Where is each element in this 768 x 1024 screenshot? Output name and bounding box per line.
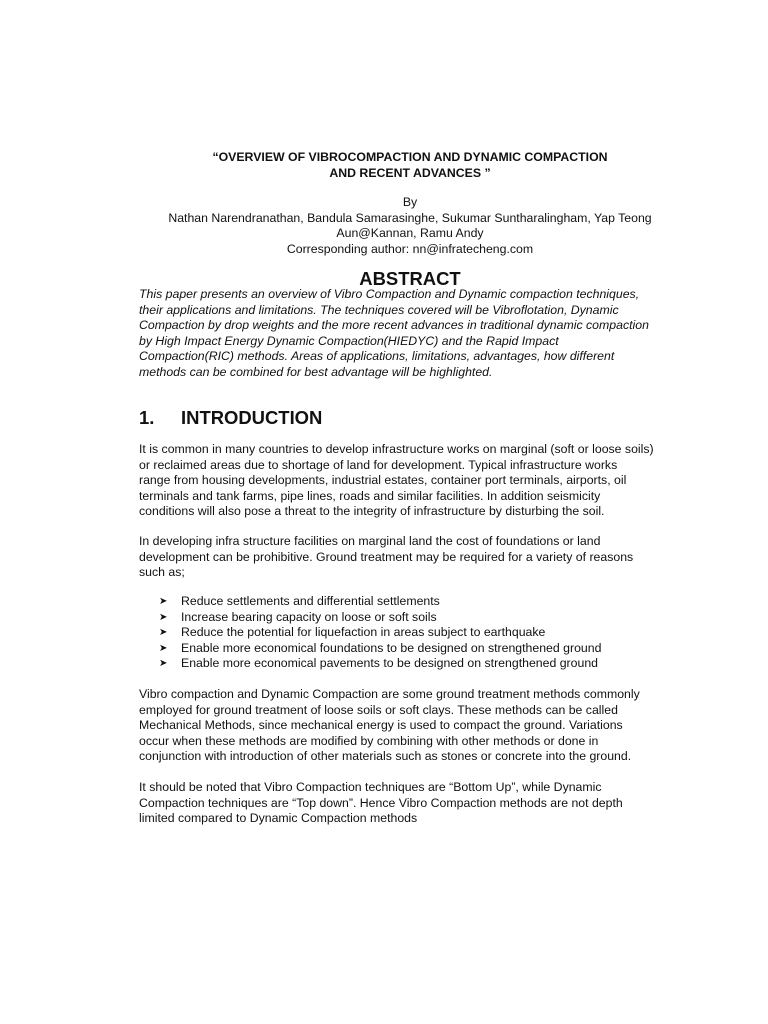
by-label: By (402, 195, 418, 209)
title-line-2: AND RECENT ADVANCES ” (329, 165, 491, 180)
text-line: conjunction with introduction of other materials such as stones or concrete into the ground. (139, 749, 632, 763)
list-item-text: Increase bearing capacity on loose or soft soils (181, 609, 437, 624)
text-line: such as; (139, 565, 185, 579)
paragraph-1 (139, 442, 687, 520)
section-title: INTRODUCTION (181, 407, 323, 428)
title-line-1: “OVERVIEW OF VIBROCOMPACTION AND DYNAMIC COMPACTION (212, 150, 608, 164)
abstract-text (139, 287, 684, 380)
arrow-bullet-icon: ➤ (159, 627, 168, 638)
list-item (159, 641, 699, 657)
text-line: limited compared to Dynamic Compaction methods (139, 811, 418, 825)
text-line: It is common in many countries to develop infrastructure works on marginal (soft or loose soils) (139, 442, 654, 456)
authors-line-2: Aun@Kannan, Ramu Andy (336, 226, 484, 240)
authors-line-1: Nathan Narendranathan, Bandula Samarasinghe, Sukumar Suntharalingham, Yap Teong (168, 210, 652, 225)
section-heading-introduction (139, 407, 323, 428)
text-line: employed for ground treatment of loose soils or soft clays. These methods can be called (139, 702, 618, 717)
list-item (159, 625, 699, 641)
text-line: In developing infra structure facilities on marginal land the cost of foundations or land (139, 534, 601, 548)
abstract-line: by High Impact Energy Dynamic Compaction(HIEDYC) and the Rapid Impact (139, 333, 559, 348)
text-line: development can be prohibitive. Ground treatment may be required for a variety of reasons (139, 549, 634, 564)
abstract-line: their applications and limitations. The techniques covered will be Vibroflotation, Dynamic (139, 302, 619, 317)
list-item-text: Reduce settlements and differential settlements (181, 594, 440, 608)
reasons-list (159, 594, 699, 672)
arrow-bullet-icon: ➤ (159, 611, 168, 623)
list-item (159, 594, 699, 610)
abstract-line: Compaction by drop weights and the more recent advances in traditional dynamic compaction (139, 318, 649, 332)
paragraph-3 (139, 687, 687, 765)
paragraph-2 (139, 534, 687, 581)
paragraph-4 (139, 780, 687, 827)
text-line: conditions will also pose a threat to the integrity of infrastructure by disturbing the soil. (139, 504, 605, 518)
list-item-text: Enable more economical foundations to be designed on strengthened ground (181, 640, 602, 655)
text-line: occur when these methods are modified by combining with other methods or done in (139, 733, 599, 748)
corresponding-author: Corresponding author: nn@infratecheng.com (286, 241, 534, 256)
arrow-bullet-icon: ➤ (159, 658, 168, 669)
section-number: 1. (139, 407, 155, 428)
list-item (159, 610, 699, 626)
abstract-line: Compaction(RIC) methods. Areas of applications, limitations, advantages, how different (139, 349, 615, 363)
arrow-bullet-icon: ➤ (159, 596, 168, 607)
text-line: Compaction techniques are “Top down”. Hence Vibro Compaction methods are not depth (139, 795, 623, 810)
paper-title (130, 150, 690, 181)
list-item-text: Enable more economical pavements to be designed on strengthened ground (181, 656, 599, 670)
abstract-line: This paper presents an overview of Vibro Compaction and Dynamic compaction techniques, (139, 287, 640, 301)
text-line: range from housing developments, industrial estates, container port terminals, airports, oil (139, 473, 627, 487)
abstract-line: methods can be combined for best advantage will be highlighted. (139, 364, 493, 379)
text-line: terminals and tank farms, pipe lines, roads and similar facilities. In addition seismicity (139, 488, 601, 503)
abstract-heading: ABSTRACT (359, 268, 461, 289)
arrow-bullet-icon: ➤ (159, 642, 168, 654)
text-line: or reclaimed areas due to shortage of land for development. Typical infrastructure works (139, 457, 618, 472)
text-line: It should be noted that Vibro Compaction techniques are “Bottom Up”, while Dynamic (139, 780, 602, 794)
list-item (159, 656, 699, 672)
list-item-text: Reduce the potential for liquefaction in areas subject to earthquake (181, 625, 546, 639)
text-line: Mechanical Methods, since mechanical energy is used to compact the ground. Variations (139, 718, 623, 732)
text-line: Vibro compaction and Dynamic Compaction are some ground treatment methods commonly (139, 687, 640, 701)
author-block (130, 195, 690, 257)
